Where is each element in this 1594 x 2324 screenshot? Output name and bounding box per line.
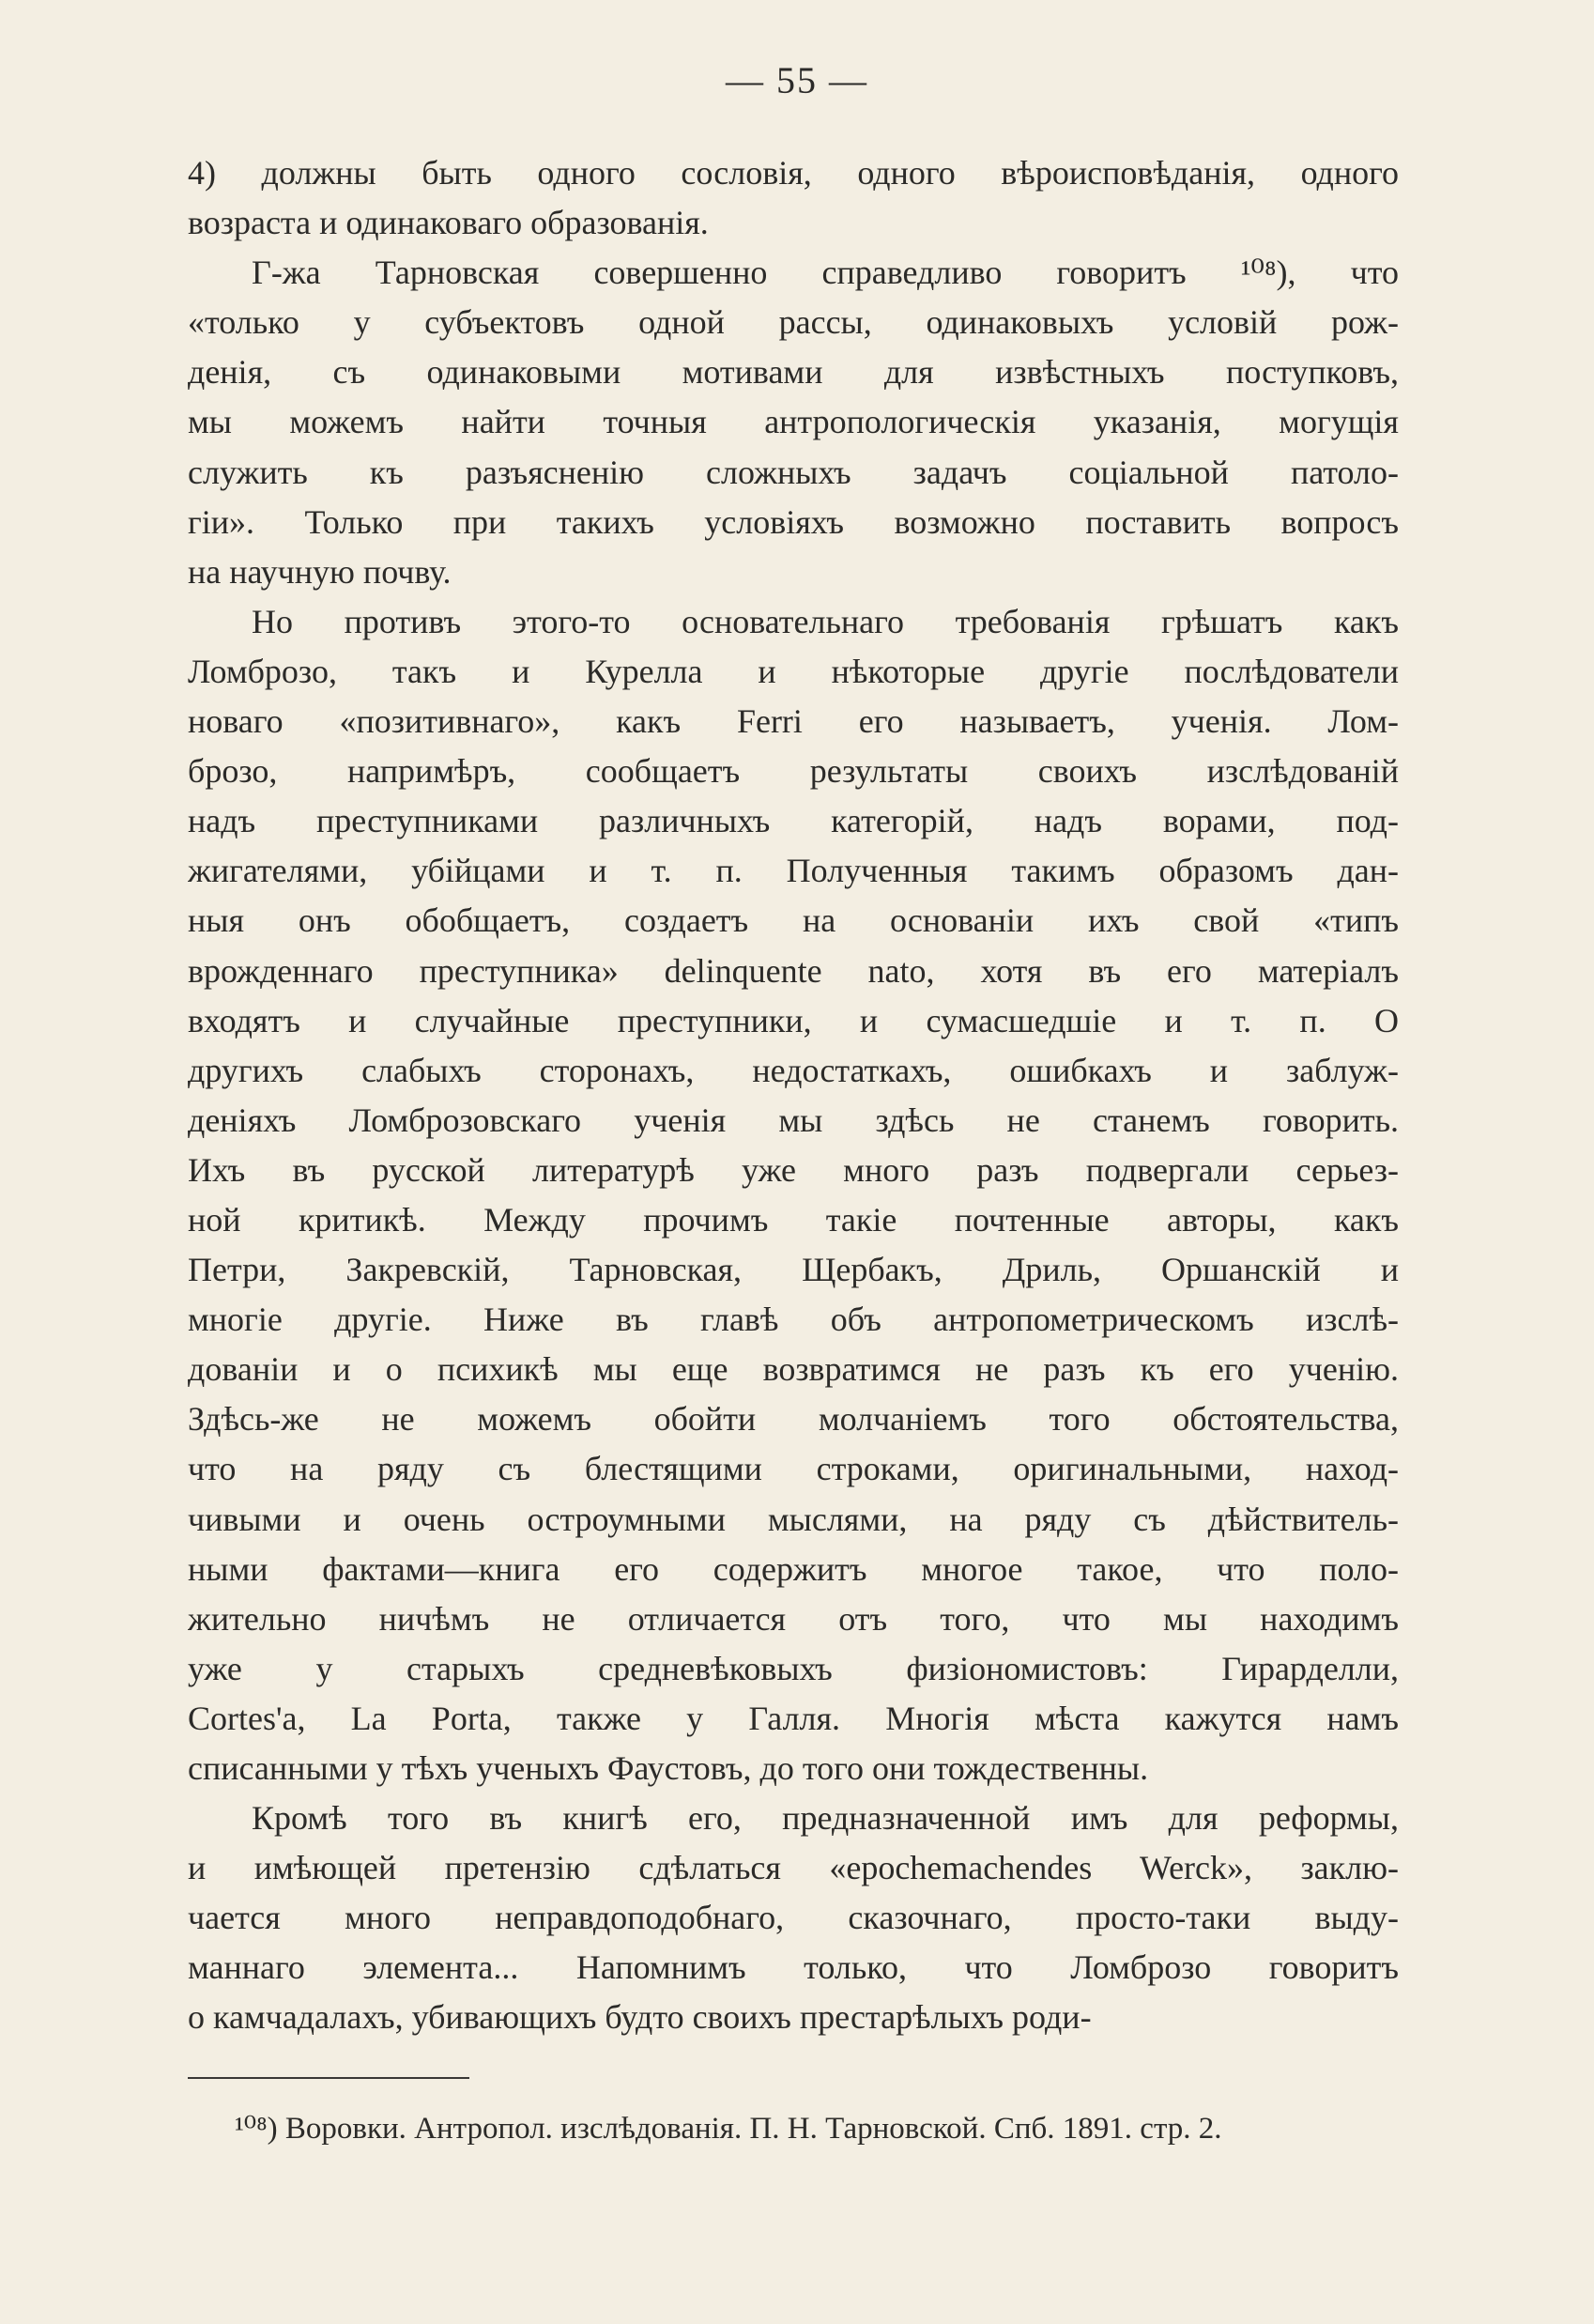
text-line: что на ряду съ блестящими строками, оригинальными, наход- <box>188 1450 1399 1488</box>
body-text <box>188 148 1399 2043</box>
text-line: списанными у тѣхъ ученыхъ Фаустовъ, до того они тождественны. <box>188 1749 1149 1787</box>
text-line: жительно ничѣмъ не отличается отъ того, что мы находимъ <box>188 1599 1399 1638</box>
text-line: Ломброзо, такъ и Курелла и нѣкоторые другіе послѣдователи <box>188 652 1399 690</box>
paragraph <box>188 248 1399 597</box>
text-line: новаго «позитивнаго», какъ Ferri его называетъ, ученія. Лом- <box>188 702 1399 741</box>
paragraph <box>188 597 1399 1793</box>
text-line: «только у субъектовъ одной рассы, одинаковыхъ условій рож- <box>188 303 1399 342</box>
page-number: — 55 — <box>726 59 868 101</box>
text-line: о камчадалахъ, убивающихъ будто своихъ престарѣлыхъ роди- <box>188 1998 1092 2037</box>
text-line: Петри, Закревскій, Тарновская, Щербакъ, Дриль, Оршанскій и <box>188 1251 1399 1289</box>
text-line: чивыми и очень остроумными мыслями, на ряду съ дѣйствитель- <box>188 1500 1399 1538</box>
text-line: входятъ и случайные преступники, и сумасшедшіе и т. п. О <box>188 1001 1399 1039</box>
text-line: маннаго элемента... Напомнимъ только, что Ломброзо говоритъ <box>188 1948 1399 1987</box>
text-line: служить къ разъясненію сложныхъ задачъ соціальной патоло- <box>188 453 1399 491</box>
text-line: другихъ слабыхъ сторонахъ, недостаткахъ, ошибкахъ и заблуж- <box>188 1051 1399 1089</box>
text-line: возраста и одинаковаго образованія. <box>188 204 709 242</box>
text-line: Ихъ въ русской литературѣ уже много разъ подвергали серьез- <box>188 1150 1399 1189</box>
text-line: Cortes'а, La Porta, также у Галля. Многія мѣста кажутся намъ <box>188 1699 1399 1737</box>
text-line: ныя онъ обобщаетъ, создаетъ на основаніи ихъ свой «типъ <box>188 901 1399 940</box>
text-line: Но противъ этого-то основательнаго требованія грѣшатъ какъ <box>252 602 1399 640</box>
text-line: Здѣсь-же не можемъ обойти молчаніемъ того обстоятельства, <box>188 1400 1399 1439</box>
text-line: денія, съ одинаковыми мотивами для извѣстныхъ поступковъ, <box>188 353 1399 392</box>
text-line: и имѣющей претензію сдѣлаться «epochemachendes Werck», заклю- <box>188 1849 1399 1887</box>
text-line: 4) должны быть одного сословія, одного вѣроисповѣданія, одного <box>188 154 1399 192</box>
text-line: надъ преступниками различныхъ категорій, надъ ворами, под- <box>188 802 1399 840</box>
paragraph <box>188 1793 1399 2042</box>
text-line: жигателями, убійцами и т. п. Полученныя такимъ образомъ дан- <box>188 852 1399 890</box>
text-line: дованіи и о психикѣ мы еще возвратимся не разъ къ его ученію. <box>188 1350 1399 1389</box>
text-line: на научную почву. <box>188 552 452 591</box>
paragraph <box>188 148 1399 248</box>
footnote: ¹⁰⁸) Воровки. Антропол. изслѣдованія. П. Н. Тарновской. Спб. 1891. стр. 2. <box>235 2112 1222 2146</box>
text-line: гіи». Только при такихъ условіяхъ возможно поставить вопросъ <box>188 502 1399 541</box>
text-line: Кромѣ того въ книгѣ его, предназначенной имъ для реформы, <box>252 1799 1399 1838</box>
text-line: многіе другіе. Ниже въ главѣ объ антропометрическомъ изслѣ- <box>188 1301 1399 1339</box>
text-line: ной критикѣ. Между прочимъ такіе почтенные авторы, какъ <box>188 1200 1399 1239</box>
text-line: брозо, напримѣръ, сообщаетъ результаты своихъ изслѣдованій <box>188 752 1399 791</box>
text-line: деніяхъ Ломброзовскаго ученія мы здѣсь не станемъ говорить. <box>188 1100 1399 1139</box>
text-line: чается много неправдоподобнаго, сказочнаго, просто-таки выду- <box>188 1899 1399 1937</box>
footnote-divider <box>188 2077 469 2079</box>
text-line: ными фактами—книга его содержитъ многое такое, что поло- <box>188 1549 1399 1588</box>
text-line: врожденнаго преступника» delinquente nato, хотя въ его матеріалъ <box>188 951 1399 990</box>
text-line: Г-жа Тарновская совершенно справедливо говоритъ ¹⁰⁸), что <box>252 254 1399 292</box>
text-line: уже у старыхъ средневѣковыхъ физіономистовъ: Гирарделли, <box>188 1649 1399 1687</box>
text-line: мы можемъ найти точныя антропологическія указанія, могущія <box>188 403 1399 441</box>
